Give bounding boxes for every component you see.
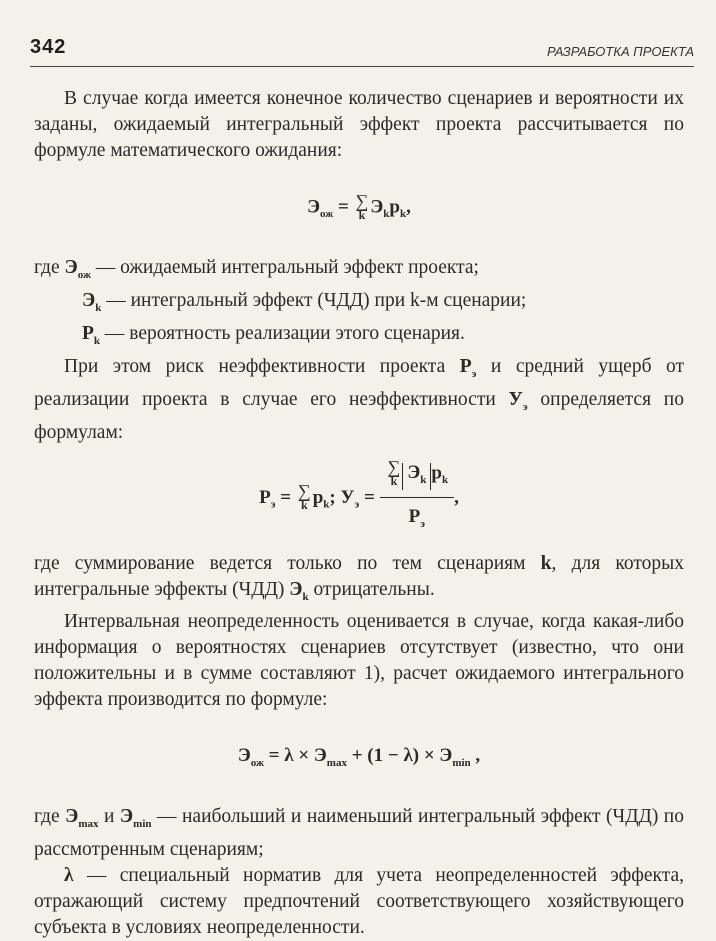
where1-text3: — вероятность реализации этого сценария. <box>100 322 465 344</box>
formula2-eq2: = <box>359 486 380 508</box>
formula2-num-e: Э <box>407 461 421 483</box>
formula2-sep: ; <box>329 486 341 508</box>
formula2-num-sum-symbol: ∑ <box>387 456 401 477</box>
risk-sym-u-main: У <box>508 388 523 410</box>
formula2-num-p: p <box>431 461 442 483</box>
formula1-tail: , <box>406 196 411 218</box>
summation-paragraph <box>34 551 684 610</box>
formula2-den-main: Р <box>408 505 421 527</box>
formula3-min: min <box>452 757 471 770</box>
where1-sym1-main: Э <box>64 257 78 279</box>
formula3-rhs2: + (1 − λ) × Э <box>346 745 453 767</box>
page-header <box>30 36 694 66</box>
running-head: РАЗРАБОТКА ПРОЕКТА <box>547 44 694 59</box>
where3-paragraph <box>34 804 684 863</box>
where3-e2-sub: min <box>133 818 152 831</box>
formula2-sum-index: k <box>300 498 308 513</box>
formula1-term-sub: k <box>383 208 390 221</box>
where1-sym3 <box>82 322 101 347</box>
where3-e2-main: Э <box>119 806 134 828</box>
where3-pre: где <box>34 806 66 828</box>
formula1-p: p <box>389 196 400 218</box>
where1-pre: где <box>34 257 65 279</box>
where1-line2 <box>34 288 684 321</box>
lambda-symbol: λ <box>64 865 74 887</box>
lambda-text: — специальный норматив для учета неопределенностей эффекта, отражающий систему предпочтений соответствующего хозяйствующего субъекта в условиях неопределенности. <box>34 865 684 939</box>
formula2-num-p-sub: k <box>441 473 449 486</box>
formula2-num-sum <box>387 456 401 488</box>
where1-sym3-sub: k <box>93 334 101 347</box>
formula2-num-e-sub: k <box>420 473 427 486</box>
formula1-lhs: Э <box>307 196 321 218</box>
formula3-rhs1: = λ × Э <box>263 745 327 767</box>
formula2-fraction <box>380 456 455 537</box>
sum-k: k <box>540 552 552 574</box>
where3-e1 <box>65 806 99 831</box>
where3-e2 <box>119 806 152 831</box>
formula1-sum-index: k <box>358 208 366 222</box>
formula1-sum-symbol: ∑ <box>355 191 369 211</box>
lambda-paragraph <box>34 863 684 941</box>
sum-text-a: где суммирование ведется только по тем сценариям <box>34 552 541 574</box>
page-number: 342 <box>30 36 67 58</box>
risk-sym-p <box>459 355 477 380</box>
formula2-eq1: = <box>275 486 296 508</box>
where1-text2: — интегральный эффект (ЧДД) при k-м сценарии; <box>101 290 527 312</box>
where3-e1-main: Э <box>65 806 79 828</box>
formula1-term: Э <box>370 196 384 218</box>
where1-sym2 <box>82 290 102 314</box>
formula2-pk: p <box>312 486 324 508</box>
where1-sym2-main: Э <box>82 290 96 312</box>
where1-sym3-main: P <box>82 322 94 344</box>
sum-text-b: , для которых интегральные эффекты (ЧДД) <box>34 552 684 600</box>
where3-and: и <box>98 806 120 828</box>
sum-sym-e <box>289 578 309 603</box>
formula2-pk-sub: k <box>323 498 330 511</box>
where1-sym1 <box>64 257 91 282</box>
formula3-lhs-sub: ож <box>250 757 264 770</box>
formula-expected-effect <box>34 191 684 227</box>
formula2-u-sub: э <box>354 498 360 511</box>
formula2-num-sum-index: k <box>390 473 398 488</box>
formula1-lhs-sub: ож <box>320 208 334 221</box>
formula3-lhs: Э <box>237 745 251 767</box>
formula1-eq: = <box>333 196 354 218</box>
header-rule <box>30 66 694 67</box>
sum-text-c: отрицательны. <box>308 578 435 600</box>
formula-interval <box>34 743 684 776</box>
where1-sym1-sub: ож <box>77 269 91 282</box>
formula2-sum-symbol: ∑ <box>297 481 311 502</box>
risk-sym-p-main: Р <box>459 355 472 377</box>
where1-text1: — ожидаемый интегральный эффект проекта; <box>90 257 479 279</box>
formula2-p: Р <box>259 486 271 508</box>
sum-sym-e-sub: k <box>302 590 309 603</box>
formula-risk-damage <box>34 456 684 537</box>
formula2-denominator <box>380 498 455 537</box>
where1-line1 <box>34 255 684 288</box>
formula2-sum <box>297 481 311 513</box>
where3-e1-sub: max <box>78 818 99 831</box>
page-body <box>34 86 684 941</box>
formula2-tail: , <box>454 486 459 508</box>
formula2-abs <box>402 463 431 490</box>
where1-sym2-sub: k <box>95 301 102 314</box>
risk-sym-u <box>508 388 528 413</box>
where3-text: — наибольший и наименьший интегральный эффект (ЧДД) по рассмотренным сценариям; <box>34 806 684 861</box>
formula2-u: У <box>340 486 355 508</box>
formula2-numerator <box>380 456 455 498</box>
formula2-den-sub: э <box>420 517 425 530</box>
where1-line3 <box>34 321 684 354</box>
risk-sym-u-sub: э <box>522 400 528 413</box>
formula1-sum <box>355 191 369 222</box>
risk-paragraph <box>34 354 684 446</box>
risk-text-c: определяется по формулам: <box>34 388 684 443</box>
intro-paragraph: В случае когда имеется конечное количество сценариев и вероятности их заданы, ожидаемый интегральный эффект проекта рассчитывается по формуле математического ожидания: <box>34 88 684 161</box>
formula3-tail: , <box>470 745 481 767</box>
sum-sym-e-main: Э <box>289 578 303 600</box>
risk-text-b: и средний ущерб от реализации проекта в случае его неэффективности <box>34 355 685 410</box>
formula2-p-sub: э <box>270 498 276 511</box>
risk-text-a: При этом риск неэффективности проекта <box>64 355 460 377</box>
formula1-p-sub: k <box>399 208 407 221</box>
uncertainty-paragraph: Интервальная неопределенность оценивается в случае, когда какая-либо информация о вероятностях сценариев отсутствует (известно, что они положительны и в сумме составляют 1), расчет ожидаемого интегрального эффекта производится по формуле: <box>34 611 684 711</box>
risk-sym-p-sub: э <box>471 367 477 380</box>
formula3-max: max <box>326 757 347 770</box>
